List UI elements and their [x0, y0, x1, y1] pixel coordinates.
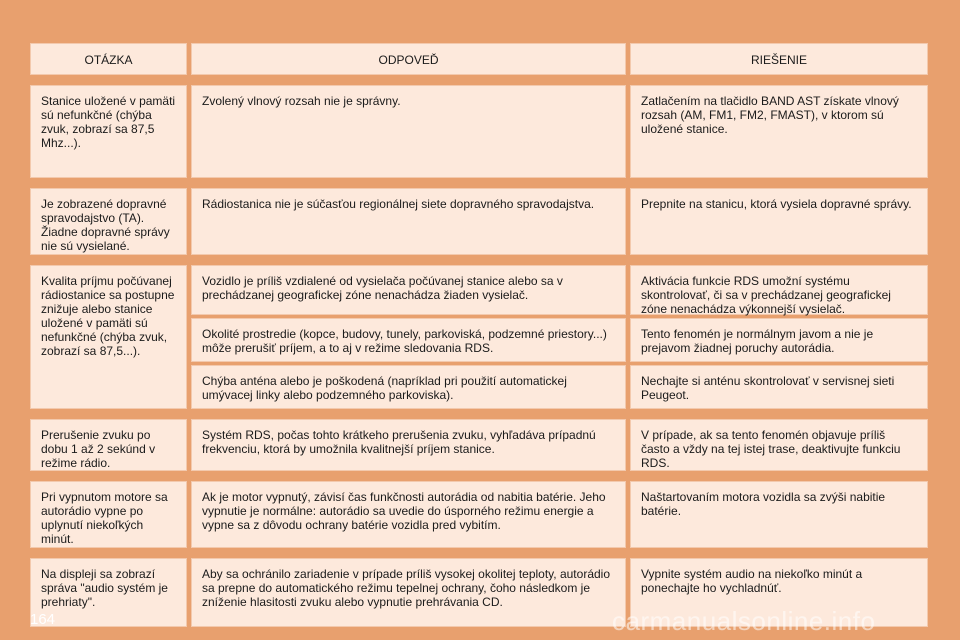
answer-cell: Aby sa ochránilo zariadenie v prípade príliš vysokej okolitej teploty, autorádio sa prepne do automatického režimu tepelnej ochrany, čoho následkom je zníženie hlasitosti zvuku alebo vypnutie prehrávania CD.: [191, 558, 626, 627]
solution-cell: Vypnite systém audio na niekoľko minút a ponechajte ho vychladnúť.: [630, 558, 928, 627]
answer-cell: Zvolený vlnový rozsah nie je správny.: [191, 85, 626, 178]
question-cell: Prerušenie zvuku po dobu 1 až 2 sekúnd v režime rádio.: [30, 419, 187, 471]
solution-cell: Naštartovaním motora vozidla sa zvýši nabitie batérie.: [630, 481, 928, 548]
troubleshooting-table: [28, 43, 930, 627]
question-cell: Pri vypnutom motore sa autorádio vypne po uplynutí niekoľkých minút.: [30, 481, 187, 548]
row-gap: [28, 75, 930, 85]
solution-cell: Tento fenomén je normálnym javom a nie je prejavom žiadnej poruchy autorádia.: [630, 318, 928, 362]
solution-cell: V prípade, ak sa tento fenomén objavuje príliš často a vždy na tej istej trase, deaktivujte funkciu RDS.: [630, 419, 928, 471]
question-cell: Kvalita príjmu počúvanej rádiostanice sa postupne znižuje alebo stanice uložené v pamäti sú nefunkčné (chýba zvuk, zobrazí sa 87,5...).: [30, 265, 187, 409]
row-gap: [28, 255, 930, 265]
answer-cell: Ak je motor vypnutý, závisí čas funkčnosti autorádia od nabitia batérie. Jeho vypnutie je normálne: autorádio sa uvedie do úsporného režimu energie a vypne sa z dôvodu ochrany batérie vozidla pred vybitím.: [191, 481, 626, 548]
header-answer: ODPOVEĎ: [191, 43, 626, 75]
row-gap: [28, 548, 930, 558]
solution-cell: Zatlačením na tlačidlo BAND AST získate vlnový rozsah (AM, FM1, FM2, FMAST), v ktorom sú uložené stanice.: [630, 85, 928, 178]
answer-cell: Chýba anténa alebo je poškodená (napríklad pri použití automatickej umývacej linky alebo podzemného parkoviska).: [191, 365, 626, 409]
question-cell: Na displeji sa zobrazí správa "audio systém je prehriaty".: [30, 558, 187, 627]
answer-cell: Rádiostanica nie je súčasťou regionálnej siete dopravného spravodajstva.: [191, 188, 626, 255]
solution-cell: Aktivácia funkcie RDS umožní systému skontrolovať, či sa v prechádzanej geografickej zóne nenachádza výkonnejší vysielač.: [630, 265, 928, 315]
header-question: OTÁZKA: [30, 43, 187, 75]
row-gap: [28, 409, 930, 419]
header-solution: RIEŠENIE: [630, 43, 928, 75]
answer-cell: Okolité prostredie (kopce, budovy, tunely, parkoviská, podzemné priestory...) môže prerušiť príjem, a to aj v režime sledovania RDS.: [191, 318, 626, 362]
page-number: 164: [30, 611, 56, 628]
solution-cell: Nechajte si anténu skontrolovať v servisnej sieti Peugeot.: [630, 365, 928, 409]
question-cell: Stanice uložené v pamäti sú nefunkčné (chýba zvuk, zobrazí sa 87,5 Mhz...).: [30, 85, 187, 178]
answer-cell: Vozidlo je príliš vzdialené od vysielača počúvanej stanice alebo sa v prechádzanej geografickej zóne nenachádza žiaden vysielač.: [191, 265, 626, 315]
answer-cell: Systém RDS, počas tohto krátkeho prerušenia zvuku, vyhľadáva prípadnú frekvenciu, ktorá by umožnila kvalitnejší príjem stanice.: [191, 419, 626, 471]
row-gap: [28, 178, 930, 188]
row-gap: [28, 471, 930, 481]
watermark: carmanualsonline.info: [612, 606, 876, 636]
solution-cell: Prepnite na stanicu, ktorá vysiela dopravné správy.: [630, 188, 928, 255]
question-cell: Je zobrazené dopravné spravodajstvo (TA). Žiadne dopravné správy nie sú vysielané.: [30, 188, 187, 255]
